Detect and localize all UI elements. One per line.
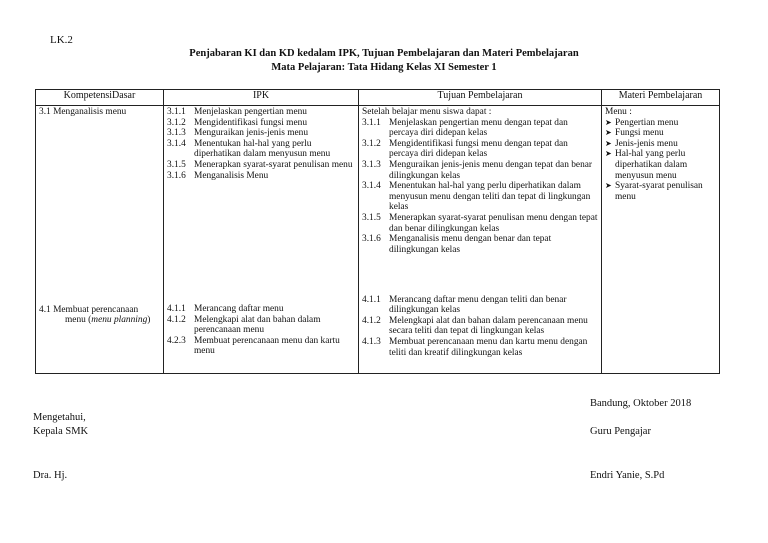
materi-item-text: Pengertian menu [615,117,679,128]
materi-item [605,181,716,202]
ipk-item-number: 3.1.1 [167,107,186,117]
kd-item-4-1 [39,305,160,326]
kd-4-1-line1: 4.1 Membuat perencanaan [39,304,139,315]
tujuan-item-text: Menguraikan jenis-jenis menu dengan tepat dan benar dilingkungan kelas [389,159,593,181]
ipk-item-text: Membuat perencanaan menu dan kartu menu [194,335,340,357]
materi-item-text: Jenis-jenis menu [615,138,678,149]
ipk-item [167,118,355,129]
tujuan-item-number: 4.1.1 [362,294,381,305]
materi-item [605,139,716,150]
arrow-bullet-icon: ➤ [605,117,612,127]
tujuan-item-number: 4.1.3 [362,336,381,347]
tujuan-item-text: Merancang daftar menu dengan teliti dan benar dilingkungan kelas [389,294,567,316]
teacher-role: Guru Pengajar [590,426,651,437]
ipk-item-text: Mengidentifikasi fungsi menu [194,117,308,128]
ipk-item [167,160,355,171]
ipk-item-number: 4.2.3 [167,335,186,346]
ipk-item-text: Menentukan hal-hal yang perlu diperhatikan dalam menyusun menu [194,138,331,160]
tujuan-item-text: Membuat perencanaan menu dan kartu menu dengan teliti dan kreatif dilingkungan kelas [389,336,588,358]
tujuan-item-number: 4.1.2 [362,315,381,326]
ipk-item-number: 4.1.2 [167,314,186,325]
kd-cell [36,106,164,374]
tujuan-item-text: Menerapkan syarat-syarat penulisan menu dengan tepat dan benar dilingkungan kelas [389,212,598,234]
ipk-item [167,315,355,336]
ipk-item [167,336,355,357]
tujuan-item [362,181,598,213]
tujuan-item-text: Menganalisis menu dengan benar dan tepat dilingkungan kelas [389,234,552,255]
arrow-bullet-icon: ➤ [605,149,612,159]
materi-item-text: Fungsi menu [615,128,664,139]
ipk-item [167,128,355,139]
tujuan-item-text: Menentukan hal-hal yang perlu diperhatikan dalam menyusun menu dengan teliti dan tepat di lingkungan kelas [389,181,591,213]
materi-item-text: Syarat-syarat penulisan menu [615,181,703,202]
ipk-item [167,171,355,182]
materi-cell [602,106,720,374]
competency-table [35,89,720,374]
tujuan-item-number: 3.1.6 [362,234,381,245]
ipk-item-text: Melengkapi alat dan bahan dalam perencanaan menu [194,314,321,336]
ipk-item-number: 3.1.4 [167,138,186,149]
ipk-item-text: Menerapkan syarat-syarat penulisan menu [194,159,353,170]
ipk-item [167,107,355,118]
tujuan-item-number: 3.1.4 [362,181,381,192]
tujuan-item [362,160,598,181]
tujuan-item [362,316,598,337]
ipk-item-number: 3.1.3 [167,128,186,139]
tujuan-item-number: 3.1.3 [362,159,381,170]
header-ipk: IPK [164,90,359,106]
approval-label: Mengetahui, [33,412,86,423]
header-kompetensi-dasar: KompetensiDasar [36,90,164,106]
teacher-name: Endri Yanie, S.Pd [590,470,665,481]
header-tujuan: Tujuan Pembelajaran [359,90,602,106]
tujuan-item-text: Melengkapi alat dan bahan dalam perencanaan menu secara teliti dan tepat di lingkungan kelas [389,315,588,337]
kd-item-3-1: 3.1 Menganalisis menu [39,107,127,117]
ipk-item [167,304,355,315]
kd-4-1-line2: menu (menu planning) [65,315,151,326]
arrow-bullet-icon: ➤ [605,128,612,138]
materi-item [605,128,716,139]
tujuan-item [362,234,598,255]
document-subtitle: Mata Pelajaran: Tata Hidang Kelas XI Semester 1 [271,62,497,73]
materi-item [605,118,716,129]
materi-item-text: Hal-hal yang perlu diperhatikan dalam menyusun menu [615,149,688,181]
ipk-cell [164,106,359,374]
ipk-item-text: Menganalisis Menu [194,170,269,181]
place-date: Bandung, Oktober 2018 [590,398,692,409]
principal-role: Kepala SMK [33,426,89,437]
tujuan-item-text: Mengidentifikasi fungsi menu dengan tepat dan percaya diri didepan kelas [389,138,568,160]
ipk-item [167,139,355,160]
tujuan-item [362,337,598,358]
tujuan-item-number: 3.1.2 [362,138,381,149]
arrow-bullet-icon: ➤ [605,181,612,191]
tujuan-item [362,295,598,316]
arrow-bullet-icon: ➤ [605,138,612,148]
materi-intro: Menu : [605,107,632,117]
tujuan-item-text: Menjelaskan pengertian menu dengan tepat dan percaya diri didepan kelas [389,117,568,139]
tujuan-item-number: 3.1.1 [362,117,381,128]
document-label: LK.2 [50,34,73,46]
ipk-item-text: Menguraikan jenis-jenis menu [194,128,309,139]
tujuan-item [362,139,598,160]
ipk-item-text: Menjelaskan pengertian menu [194,107,307,117]
document-title: Penjabaran KI dan KD kedalam IPK, Tujuan Pembelajaran dan Materi Pembelajaran [189,48,579,59]
ipk-item-number: 3.1.5 [167,159,186,170]
principal-name: Dra. Hj. [33,470,68,481]
tujuan-item [362,213,598,234]
ipk-item-number: 3.1.2 [167,117,186,128]
tujuan-item-number: 3.1.5 [362,212,381,223]
materi-list [605,118,716,203]
ipk-item-text: Merancang daftar menu [194,304,284,314]
header-materi: Materi Pembelajaran [602,90,720,106]
tujuan-intro: Setelah belajar menu siswa dapat : [362,107,492,117]
materi-item [605,149,716,181]
ipk-item-number: 4.1.1 [167,304,186,314]
tujuan-cell [359,106,602,374]
tujuan-item [362,118,598,139]
ipk-item-number: 3.1.6 [167,170,186,181]
